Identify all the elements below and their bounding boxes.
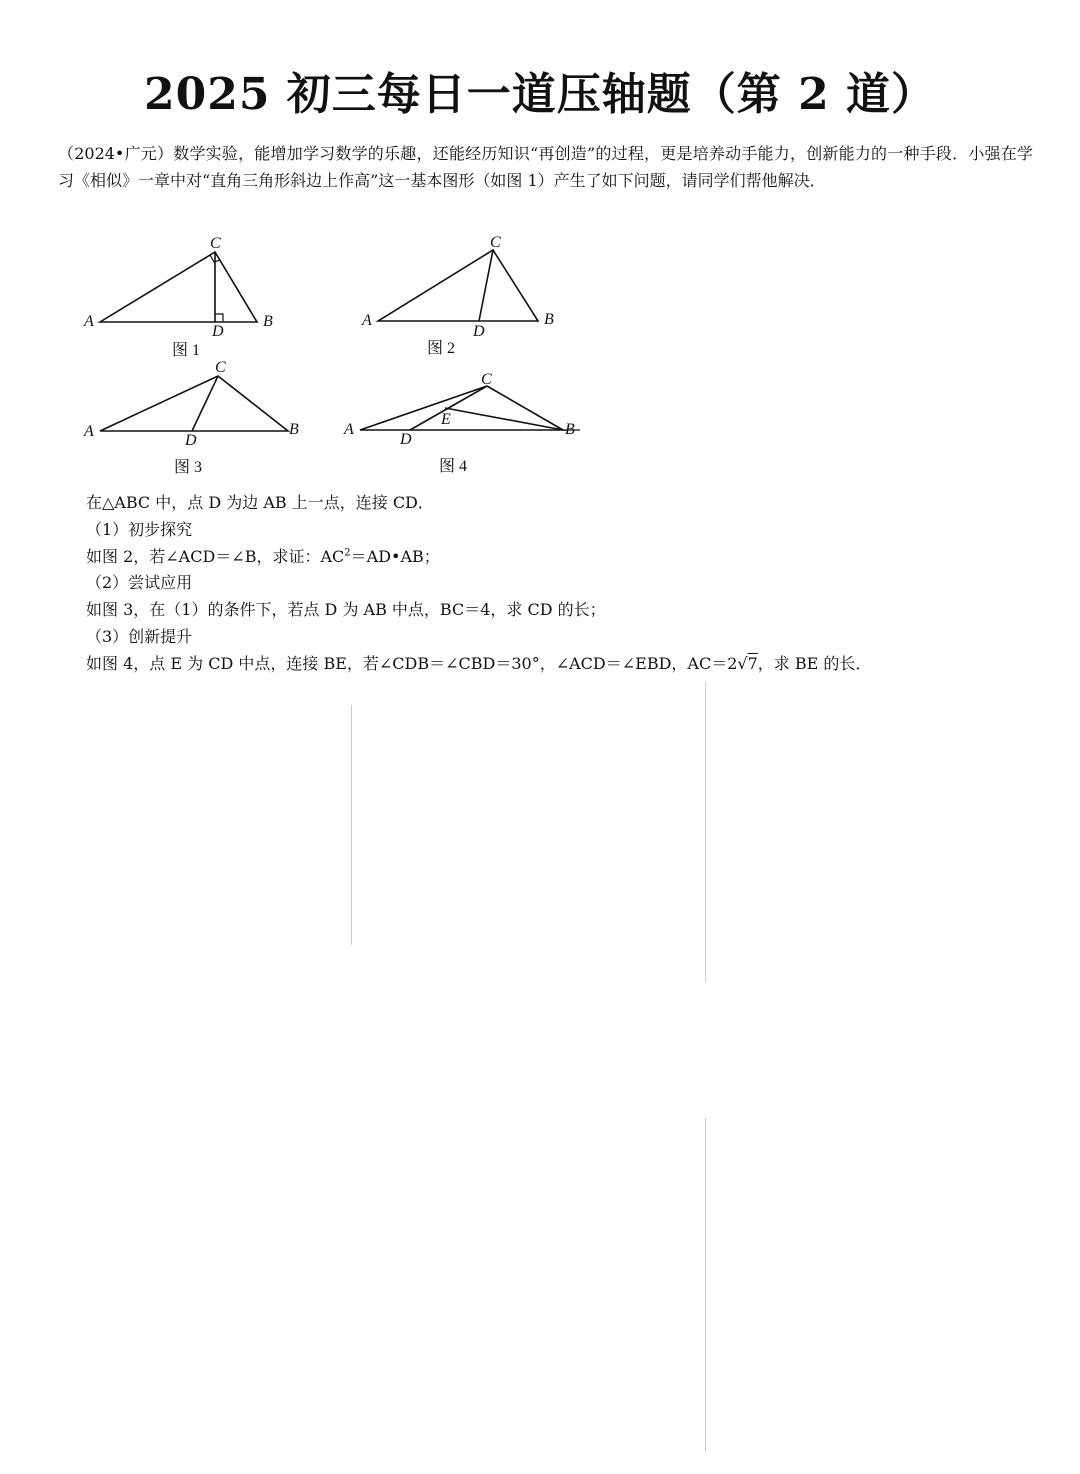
part1-text: 如图 2，若∠ACD＝∠B，求证：$AC^2=AD•AB$； <box>86 546 440 566</box>
fig4-label-A: A <box>344 421 354 438</box>
part3-text: 如图 4，点 E 为 CD 中点，连接 BE，若∠CDB＝∠CBD＝30°，∠ACD＝∠EBD，AC＝2√7，求 BE 的长． <box>86 653 872 673</box>
scan-line-right-upper <box>705 682 706 982</box>
fig3-label-C: C <box>215 359 226 376</box>
sqrt-symbol: √ <box>737 653 748 673</box>
figure-1 <box>100 252 257 322</box>
fig4-label-C: C <box>481 371 492 388</box>
part1-exponent: 2 <box>344 547 351 559</box>
fig2-label-A: A <box>362 312 372 329</box>
page-title: 2025 初三每日一道压轴题（第 2 道） <box>143 69 937 120</box>
figure-3 <box>100 376 288 431</box>
fig1-caption: 图 1 <box>172 342 201 359</box>
fig4-caption: 图 4 <box>439 458 468 475</box>
fig2-label-D: D <box>473 323 485 340</box>
fig4-label-E: E <box>441 411 451 428</box>
fig1-label-B: B <box>263 313 273 330</box>
part2-heading: （2）尝试应用 <box>86 573 193 593</box>
fig3-caption: 图 3 <box>174 459 203 476</box>
scan-line-right-lower <box>705 1118 706 1452</box>
fig4-label-B: B <box>565 421 575 438</box>
fig1-label-D: D <box>212 323 224 340</box>
fig3-label-A: A <box>84 423 94 440</box>
problem-intro: （2024•广元）数学实验，能增加学习数学的乐趣，还能经历知识“再创造”的过程，更是培养动手能力，创新能力的一种手段．小强在学习《相似》一章中对“直角三角形斜边上作高”这一基本图形（如图 1）产生了如下问题，请同学们帮他解决． <box>58 144 1033 190</box>
part2-text: 如图 3，在（1）的条件下，若点 D 为 AB 中点，BC＝4，求 CD 的长； <box>86 600 606 620</box>
part3-heading: （3）创新提升 <box>86 626 193 646</box>
fig3-label-B: B <box>289 421 299 438</box>
fig4-label-D: D <box>400 431 412 448</box>
fig1-label-A: A <box>84 313 94 330</box>
sqrt-radicand: 7 <box>747 653 758 673</box>
part1-heading: （1）初步探究 <box>86 519 193 539</box>
premise: 在△ABC 中，点 D 为边 AB 上一点，连接 CD． <box>86 493 434 512</box>
fig1-label-C: C <box>210 235 221 252</box>
figure-4 <box>360 386 580 430</box>
scan-line-left <box>351 705 352 945</box>
fig2-label-C: C <box>490 234 501 251</box>
fig3-label-D: D <box>185 432 197 449</box>
figures <box>60 228 620 480</box>
figure-2 <box>378 250 538 321</box>
fig2-caption: 图 2 <box>427 340 456 357</box>
fig2-label-B: B <box>544 311 554 328</box>
questions <box>86 490 1046 678</box>
